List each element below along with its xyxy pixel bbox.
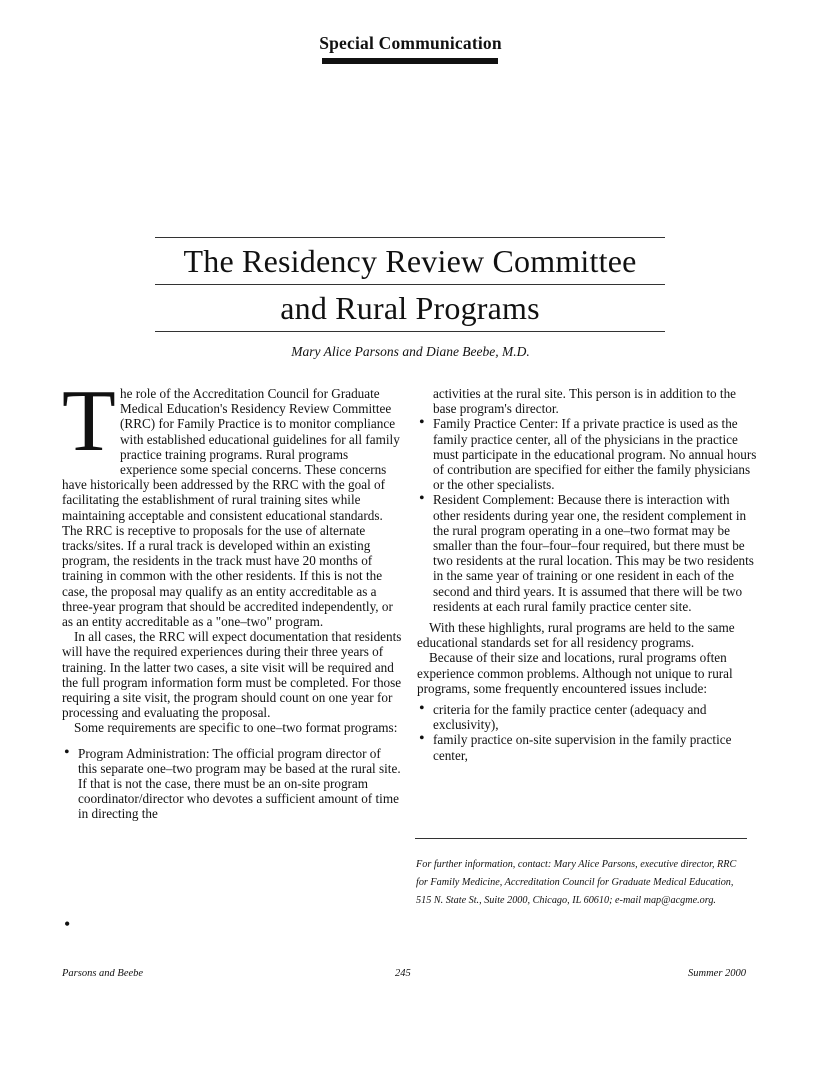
list-item-issue-supervision: • family practice on-site supervision in the family practice center,: [417, 732, 757, 762]
footer-issue-date: Summer 2000: [688, 968, 747, 979]
footnote-contact: For further information, contact: Mary Alice Parsons, executive director, RRC for Family Medicine, Accreditation Council for Graduate Medical Education, 515 N. State St., Suite 2000, Chicago, IL 60610; e-mail map@acgme.org.: [416, 859, 737, 906]
list-item-family-practice-center: • Family Practice Center: If a private practice is used as the family practice center, all of the physicians in the practice must participate in the educational program. No annual hours of contribution are specified for either the family physicians or the other specialists.: [417, 416, 757, 492]
article-authors: Mary Alice Parsons and Diane Beebe, M.D.: [291, 344, 530, 359]
requirements-list: [62, 746, 402, 822]
footnote-rule: [415, 838, 747, 839]
body-column-right: [417, 386, 757, 763]
title-rule-top: [155, 237, 665, 238]
body-column-left: [62, 373, 402, 822]
article-title-line-1: The Residency Review Committee: [183, 243, 637, 279]
bullet-glyph: •: [64, 914, 71, 934]
title-rule-middle: [155, 284, 665, 285]
list-item-resident-complement: • Resident Complement: Because there is interaction with other residents during year one, the resident complement in the rural program operating in a one–two format may be smaller than the four–four–four required, but there must be two residents at the rural location. This may be two residents in the same year of training or one resident in each of the second and third years. It is assumed that there will be two residents at each rural family practice center site.: [417, 492, 757, 614]
title-rule-bottom: [155, 331, 665, 332]
paragraph-intro-text: he role of the Accreditation Council for Graduate Medical Education's Residency Review Committee (RRC) for Family Practice is to monitor compliance with established educational guidelines for all family practice training programs. Rural programs experience some special concerns. These concerns have historically been addressed by the RRC with the goal of facilitating the establishment of rural training sites while maintaining acceptable and consistent educational standards. The RRC is receptive to proposals for the use of alternate tracks/sites. If a rural track is developed within an existing program, the residents in the track must have 20 months of training in common with the other residents. If this is not the case, the proposal may qualify as an entity accreditable as a three-year program that should be accredited independently, or as an entity accreditable as a "one–two" program.: [62, 386, 400, 630]
page-number: 245: [395, 968, 411, 979]
list-item-program-administration: • Program Administration: The official program director of this separate one–two program may be based at the rural site. If that is not the case, there must be an on-site program coordinator/director who devotes a sufficient amount of time in directing the: [62, 746, 402, 822]
drop-cap: T: [62, 373, 116, 470]
requirements-list-continued: [417, 416, 757, 614]
issues-list: [417, 702, 757, 763]
list-item-continuation: activities at the rural site. This person is in addition to the base program's director.: [433, 386, 737, 417]
footer-authors: Parsons and Beebe: [62, 968, 144, 979]
paragraph-common-problems: Because of their size and locations, rural programs often experience common problems. Although not unique to rural programs, some frequently encountered issues include:: [417, 650, 733, 696]
paragraph-documentation: In all cases, the RRC will expect documentation that residents will have the required experiences during their three years of training. In the latter two cases, a site visit will be required and the full program information form must be completed. For those requiring a site visit, the program should count on one year for processing and evaluating the proposal.: [62, 629, 402, 721]
article-title-line-2: and Rural Programs: [280, 290, 540, 326]
paragraph-intro: [62, 373, 402, 630]
paragraph-highlights: With these highlights, rural programs are held to the same educational standards set for all residency programs.: [417, 620, 735, 651]
section-label: Special Communication: [319, 33, 502, 53]
paragraph-requirements: Some requirements are specific to one–two format programs:: [74, 720, 398, 736]
section-label-underline: [322, 58, 498, 64]
list-item-issue-criteria: • criteria for the family practice center (adequacy and exclusivity),: [417, 702, 757, 732]
